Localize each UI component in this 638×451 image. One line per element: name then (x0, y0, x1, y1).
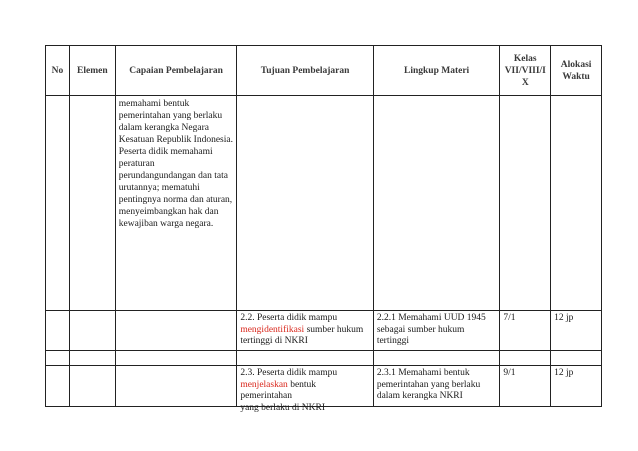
cell-elemen (70, 96, 116, 311)
cell-empty (500, 351, 551, 366)
cell-lingkup (374, 311, 501, 351)
cell-kelas (500, 366, 551, 406)
cell-alokasi (551, 366, 601, 406)
tujuan-text: bentuk pemerintahan (240, 379, 317, 401)
cell-tujuan (237, 96, 374, 311)
cell-alokasi (551, 311, 601, 351)
header-elemen (70, 46, 116, 96)
cell-capaian (116, 311, 238, 351)
table-row-empty (46, 351, 601, 366)
cell-empty (46, 351, 70, 366)
cell-empty (70, 351, 116, 366)
header-alokasi-line1: Alokasi (560, 59, 592, 70)
table-row-capaian (46, 96, 601, 311)
capaian-line: urutannya; mematuhi (118, 183, 200, 193)
tujuan-text: tertinggi di NKRI (240, 336, 308, 346)
capaian-line: Kesatuan Republik Indonesia. (118, 135, 233, 145)
header-elemen-label: Elemen (77, 65, 108, 76)
capaian-line: dalam kerangka Negara (118, 123, 209, 133)
cell-empty (374, 351, 501, 366)
tujuan-text: sumber hukum (304, 324, 364, 335)
cell-capaian (116, 366, 238, 406)
lingkup-text: dalam kerangka NKRI (376, 391, 463, 401)
cell-empty (116, 351, 238, 366)
cell-alokasi (551, 96, 601, 311)
header-alokasi-line2: Waktu (562, 71, 590, 82)
cell-no (46, 96, 70, 311)
cell-kelas (500, 311, 551, 351)
tujuan-text: 2.2. Peserta didik mampu (240, 313, 338, 323)
lingkup-text: pemerintahan yang berlaku (376, 379, 481, 390)
capaian-line: pemerintahan yang berlaku (118, 111, 223, 121)
tujuan-verb-highlight: menjelaskan (240, 379, 288, 390)
cell-elemen (70, 366, 116, 406)
header-kelas (500, 46, 551, 96)
header-alokasi (551, 46, 601, 96)
header-no-label: No (51, 65, 64, 76)
header-tujuan (237, 46, 374, 96)
lingkup-text: sebagai sumber hukum tertinggi (376, 324, 465, 346)
capaian-line: menyeimbangkan hak dan (118, 207, 219, 217)
capaian-line: pentingnya norma dan aturan, (118, 195, 233, 205)
header-tujuan-label: Tujuan Pembelajaran (260, 65, 350, 76)
kelas-value: 9/1 (503, 368, 516, 378)
cell-empty (551, 351, 601, 366)
header-lingkup (374, 46, 501, 96)
tujuan-text: 2.3. Peserta didik mampu (240, 368, 338, 378)
cell-empty (237, 351, 374, 366)
lingkup-text: 2.2.1 Memahami UUD 1945 (376, 313, 486, 323)
lingkup-text: 2.3.1 Memahami bentuk (376, 368, 470, 378)
cell-tujuan (237, 366, 373, 413)
table-row (46, 311, 601, 351)
curriculum-table (45, 45, 602, 413)
capaian-line: memahami bentuk (118, 99, 190, 109)
table-header-row (46, 46, 601, 96)
header-capaian-label: Capaian Pembelajaran (129, 65, 223, 76)
table-row (46, 366, 601, 413)
cell-lingkup (374, 366, 501, 406)
cell-no (46, 366, 70, 406)
cell-lingkup (374, 96, 501, 311)
header-capaian (116, 46, 238, 96)
cell-tujuan (237, 311, 373, 351)
cell-no (46, 311, 70, 351)
cell-kelas (500, 96, 551, 311)
alokasi-value: 12 jp (554, 368, 574, 378)
tujuan-verb-highlight: mengidentifikasi (240, 324, 305, 335)
capaian-line: peraturan (118, 159, 155, 169)
cell-elemen (70, 311, 116, 351)
header-lingkup-label: Lingkup Materi (404, 65, 470, 76)
header-kelas-line3: X (521, 77, 529, 88)
header-no (46, 46, 70, 96)
alokasi-value: 12 jp (554, 313, 574, 323)
kelas-value: 7/1 (503, 313, 516, 323)
capaian-line: Peserta didik memahami (118, 147, 213, 157)
tujuan-text: yang berlaku di NKRI (240, 402, 326, 413)
header-kelas-line2: VII/VIII/I (504, 65, 546, 76)
header-kelas-line1: Kelas (513, 53, 537, 64)
capaian-line: kewajiban warga negara. (118, 219, 214, 229)
capaian-line: perundangundangan dan tata (118, 171, 228, 181)
cell-capaian (116, 96, 238, 311)
